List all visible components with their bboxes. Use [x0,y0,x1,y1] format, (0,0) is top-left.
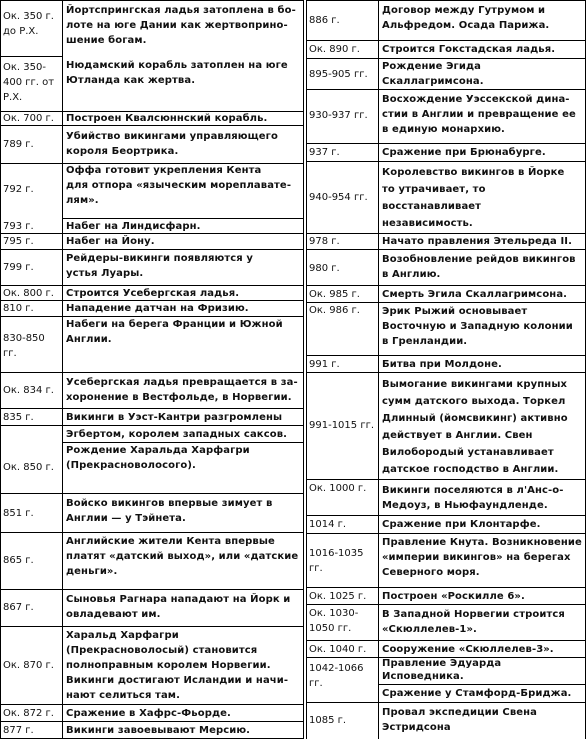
event-text: Набег на Линдисфарн. [66,221,201,232]
date-text: Ок. 1000 г. [309,483,367,494]
event-text: Набег на Йону. [66,236,155,247]
date-text: Ок. 850 г. [3,462,54,473]
date-text: Ок. 890 г. [309,44,360,55]
left-event-cell [62,533,303,590]
event-text: Битва при Молдоне. [382,359,502,370]
left-event-cell [62,590,303,627]
event-text: Начато правления Этельреда II. [382,236,572,247]
event-text: Сражение в Хафрс-Фьорде. [66,708,231,719]
right-event-cell [378,250,586,286]
date-text: 835 г. [3,412,34,423]
event-text: Королевство викингов в Йорке то утрачивает, то восстанавливает независимость. [382,167,565,229]
date-text: 980 г. [309,263,340,274]
date-text: 1016-1035 гг. [309,548,364,574]
right-event-cell [378,286,586,303]
left-date-cell [0,219,62,234]
event-text: Сражение при Клонтарфе. [382,519,541,530]
event-text: Оффа готовит укрепления Кента для отпора «языческим мореплавате- лям». [66,165,292,206]
left-event-cell [62,705,303,722]
right-date-cell [306,641,378,658]
event-text: Построен «Роскилле 6». [382,591,525,602]
right-event-cell [378,234,586,250]
table-left-border [0,0,1,739]
right-event-cell [378,59,586,90]
date-text: Ок. 870 г. [3,660,54,671]
left-date-cell [0,164,62,219]
event-text: Йортспрингская ладья затоплена в бо- лоте на юге Дании как жертвоприно- шение богам. [66,5,296,46]
right-event-cell [378,90,586,144]
date-text: 937 г. [309,147,340,158]
right-event-cell [378,658,586,685]
left-event-cell [62,301,303,317]
event-text: Строится Гокстадская ладья. [382,44,556,55]
left-event-cell [62,317,303,373]
date-text: Ок. 350 г. до Р.Х. [3,11,54,37]
right-event-cell [378,373,586,480]
left-date-cell [0,443,62,494]
right-event-cell [378,144,586,162]
left-date-cell [0,234,62,250]
date-text: 793 г. [3,221,34,232]
date-text: Ок. 1025 г. [309,591,367,602]
event-text: Восхождение Уэссекской дина- стии в Англии и превращение ее в единую монархию. [382,94,576,135]
date-text: Ок. 1040 г. [309,644,367,655]
left-date-cell [0,286,62,301]
event-text: Строится Усебергская ладья. [66,288,240,299]
event-text: Возобновление рейдов викингов в Англию. [382,254,576,280]
left-event-cell [62,722,303,739]
event-text: Рождение Эгида Скаллагримсона. [382,61,484,87]
left-date-cell [0,533,62,590]
left-date-cell [0,317,62,373]
date-text: 991 г. [309,359,340,370]
event-text: Английские жители Кента впервые платят «датский выход», или «датские деньги». [66,536,299,577]
left-date-cell [0,494,62,533]
event-text: Викинги в Уэст-Кантри разгромлены [66,412,283,423]
left-event-cell [62,373,303,409]
right-date-cell [306,373,378,480]
right-event-cell [378,588,586,605]
table-right-border [585,0,586,739]
event-text: Договор между Гутрумом и Альфредом. Осада Парижа. [382,5,550,31]
date-text: 865 г. [3,555,34,566]
left-date-cell [0,1,62,57]
left-event-cell [62,286,303,301]
event-text: Рейдеры-викинги появляются у устья Луары. [66,253,254,279]
event-text: Сражение при Брюнабурге. [382,147,546,158]
right-date-cell [306,588,378,605]
left-date-cell [0,705,62,722]
date-text: 940-954 гг. [309,192,368,203]
left-event-cell [62,57,303,112]
right-date-cell [306,90,378,144]
left-event-cell [62,126,303,164]
date-text: Ок. 700 г. [3,113,54,124]
right-event-cell [378,356,586,373]
date-text: Ок. 1030- 1050 гг. [309,608,359,634]
left-event-cell [62,164,303,219]
event-text: Провал экспедиции Свена Эстридсона [382,707,538,733]
event-text: Викинги завоевывают Мерсию. [66,725,251,736]
left-event-cell [62,1,303,57]
right-event-cell [378,516,586,534]
left-event-cell [62,409,303,426]
date-text: 991-1015 гг. [309,420,375,431]
event-text: Сооружение «Скюллелев-3». [382,644,554,655]
event-text: Харальд Харфагри (Прекрасноволосый) становится полноправным королем Норвегии. Викинги достигают Исландии и начи- нают селиться там. [66,630,289,701]
date-text: 799 г. [3,262,34,273]
left-date-cell [0,409,62,426]
table-left-border [306,0,307,739]
left-date-cell [0,112,62,126]
date-text: Ок. 834 г. [3,385,54,396]
right-date-cell [306,286,378,303]
left-event-cell [62,250,303,286]
event-text: Сражение у Стамфорд-Бриджа. [382,688,572,699]
left-date-cell [0,126,62,164]
date-text: Ок. 985 г. [309,289,360,300]
left-event-cell [62,494,303,533]
right-date-cell [306,162,378,234]
event-text: Эрик Рыжий основывает Восточную и Западную колонии в Гренландии. [382,306,573,347]
left-date-cell [0,627,62,705]
right-event-cell [378,641,586,658]
left-date-cell [0,373,62,409]
right-date-cell [306,356,378,373]
event-text: Правление Эдуарда Исповедника. [382,658,502,682]
right-date-cell [306,658,378,703]
right-date-cell [306,41,378,59]
date-text: Ок. 350- 400 гг. от Р.Х. [3,62,55,103]
left-event-cell [62,627,303,705]
left-event-cell [62,426,303,443]
event-text: Правление Кнута. Возникновение «империи викингов» на берегах Северного моря. [382,537,582,578]
event-text: Эгбертом, королем западных саксов. [66,429,288,440]
event-text: Викинги поселяются в л'Анс-о- Медоуз, в Ньюфаундленде. [382,485,564,511]
event-text: В Западной Норвегии строится «Скюллелев-1». [382,609,565,635]
left-date-cell [0,722,62,739]
right-event-cell [378,685,586,703]
event-text: Нападение датчан на Фризию. [66,303,249,314]
column-divider [303,0,304,739]
right-date-cell [306,703,378,739]
right-event-cell [378,480,586,516]
date-text: 792 г. [3,184,34,195]
date-text: 1014 г. [309,519,347,530]
right-event-cell [378,1,586,41]
left-event-cell [62,219,303,234]
date-text: 895-905 гг. [309,69,368,80]
date-text: 851 г. [3,508,34,519]
right-date-cell [306,250,378,286]
left-date-cell [0,250,62,286]
event-text: Смерть Эгила Скаллагримсона. [382,289,568,300]
event-text: Вымогание викингами крупных сумм датского выхода. Торкел Длинный (йомсвикинг) активно действует в Англии. Свен Вилобородый устанавливает датское господство в Англии. [382,379,568,475]
date-text: 830-850 гг. [3,333,45,359]
date-text: 795 г. [3,236,34,247]
event-text: Рождение Харальда Харфагри (Прекрасноволосого). [66,445,250,471]
date-text: 789 г. [3,139,34,150]
right-event-cell [378,41,586,59]
right-date-cell [306,516,378,534]
date-text: Ок. 986 г. [309,305,360,316]
right-date-cell [306,1,378,41]
right-date-cell [306,480,378,516]
event-text: Сыновья Рагнара нападают на Йорк и овладевают им. [66,594,291,620]
date-text: 867 г. [3,602,34,613]
right-date-cell [306,534,378,588]
right-date-cell [306,303,378,356]
column-divider [62,0,63,739]
right-event-cell [378,303,586,356]
left-event-cell [62,443,303,494]
left-date-cell [0,590,62,627]
right-date-cell [306,234,378,250]
left-event-cell [62,112,303,126]
event-text: Построен Квалсюннский корабль. [66,113,268,124]
date-text: 877 г. [3,725,34,736]
date-text: 1042-1066 гг. [309,663,364,689]
left-date-cell [0,301,62,317]
event-text: Усебергская ладья превращается в за- хоронение в Вестфольде, в Норвегии. [66,377,298,403]
date-text: 886 г. [309,15,340,26]
left-event-cell [62,234,303,250]
date-text: Ок. 872 г. [3,708,54,719]
date-text: 810 г. [3,303,34,314]
event-text: Убийство викингами управляющего короля Беортрика. [66,131,278,157]
right-event-cell [378,605,586,641]
right-date-cell [306,144,378,162]
date-text: 978 г. [309,236,340,247]
date-text: Ок. 800 г. [3,288,54,299]
right-event-cell [378,162,586,234]
event-text: Набеги на берега Франции и Южной Англии. [66,319,283,345]
right-event-cell [378,534,586,588]
right-date-cell [306,605,378,641]
left-date-cell [0,426,62,443]
column-divider [378,0,379,739]
event-text: Нюдамский корабль затоплен на юге Ютланда как жертва. [66,60,288,86]
right-event-cell [378,703,586,739]
date-text: 1085 г. [309,715,347,726]
event-text: Войско викингов впервые зимует в Англии — у Тэйнета. [66,498,273,524]
left-date-cell [0,57,62,112]
date-text: 930-937 гг. [309,110,368,121]
right-date-cell [306,59,378,90]
